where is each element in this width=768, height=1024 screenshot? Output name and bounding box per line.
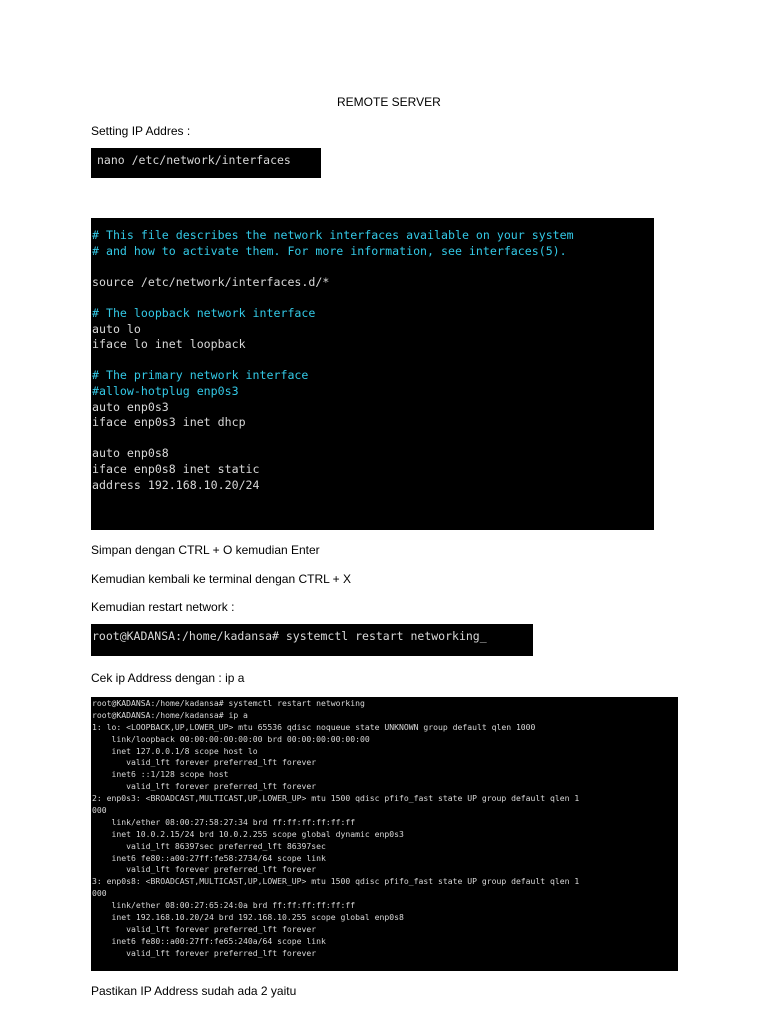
terminal-nano-command: [91, 148, 321, 178]
terminal-interfaces-file: [91, 218, 654, 530]
config-line: iface enp0s8 inet static: [92, 461, 260, 476]
terminal-ip-output: [91, 697, 678, 971]
config-line: source /etc/network/interfaces.d/*: [92, 274, 330, 289]
terminal-output-line: valid_lft forever preferred_lft forever: [92, 947, 317, 958]
config-line: [92, 353, 574, 369]
step-confirm: Pastikan IP Address sudah ada 2 yaitu: [91, 984, 297, 998]
restart-command-text: root@KADANSA:/home/kadansa# systemctl restart networking_: [92, 629, 487, 643]
terminal-output-line: 3: enp0s8: <BROADCAST,MULTICAST,UP,LOWER_UP> mtu 1500 qdisc pfifo_fast state UP group default qlen 1: [92, 876, 580, 887]
config-line: iface enp0s3 inet dhcp: [92, 415, 246, 430]
config-comment-line: # The primary network interface: [92, 368, 309, 383]
config-comment-line: #allow-hotplug enp0s3: [92, 383, 239, 398]
terminal-output-line: 000: [92, 888, 107, 899]
step-setting-ip: Setting IP Addres :: [91, 124, 191, 138]
config-line: address 192.168.10.20/24: [92, 477, 260, 492]
terminal-output-line: link/ether 08:00:27:65:24:0a brd ff:ff:ff:ff:ff:ff: [92, 900, 356, 911]
terminal-output-line: 000: [92, 805, 107, 816]
terminal-output-line: inet6 fe80::a00:27ff:fe65:240a/64 scope link: [92, 935, 326, 946]
config-line: iface lo inet loopback: [92, 337, 246, 352]
terminal-output-line: inet6 ::1/128 scope host: [92, 769, 229, 780]
config-line: auto enp0s3: [92, 399, 169, 414]
terminal-output-line: valid_lft forever preferred_lft forever: [92, 757, 317, 768]
config-comment-line: # This file describes the network interfaces available on your system: [92, 228, 574, 242]
terminal-output-line: inet 127.0.0.1/8 scope host lo: [92, 745, 258, 756]
terminal-output-line: 1: lo: <LOOPBACK,UP,LOWER_UP> mtu 65536 qdisc noqueue state UNKNOWN group default qlen 1000: [92, 721, 536, 732]
terminal-output-line: valid_lft forever preferred_lft forever: [92, 781, 317, 792]
terminal-output-line: inet6 fe80::a00:27ff:fe58:2734/64 scope link: [92, 852, 326, 863]
terminal-output-line: root@KADANSA:/home/kadansa# ip a: [92, 709, 248, 720]
terminal-output-line: inet 10.0.2.15/24 brd 10.0.2.255 scope global dynamic enp0s3: [92, 828, 404, 839]
interfaces-file-body: [92, 228, 574, 493]
terminal-output-line: link/loopback 00:00:00:00:00:00 brd 00:00:00:00:00:00: [92, 733, 370, 744]
ip-output-body: [92, 698, 579, 960]
step-check-ip: Cek ip Address dengan : ip a: [91, 671, 245, 685]
config-line: [92, 259, 574, 275]
terminal-output-line: valid_lft forever preferred_lft forever: [92, 864, 317, 875]
step-save: Simpan dengan CTRL + O kemudian Enter: [91, 543, 320, 557]
step-exit: Kemudian kembali ke terminal dengan CTRL + X: [91, 572, 352, 586]
terminal-restart-command: [91, 624, 533, 656]
config-line: [92, 290, 574, 306]
terminal-output-line: root@KADANSA:/home/kadansa# systemctl restart networking: [92, 698, 365, 708]
nano-command-text: nano /etc/network/interfaces: [97, 153, 291, 167]
terminal-output-line: inet 192.168.10.20/24 brd 192.168.10.255 scope global enp0s8: [92, 912, 404, 923]
page-title: REMOTE SERVER: [337, 95, 441, 109]
terminal-output-line: 2: enp0s3: <BROADCAST,MULTICAST,UP,LOWER_UP> mtu 1500 qdisc pfifo_fast state UP group default qlen 1: [92, 793, 580, 804]
config-comment-line: # The loopback network interface: [92, 305, 316, 320]
config-line: auto lo: [92, 321, 141, 336]
terminal-output-line: valid_lft 86397sec preferred_lft 86397sec: [92, 840, 326, 851]
config-line: [92, 431, 574, 447]
step-restart: Kemudian restart network :: [91, 600, 235, 614]
config-comment-line: # and how to activate them. For more information, see interfaces(5).: [92, 243, 567, 258]
config-line: auto enp0s8: [92, 446, 169, 461]
terminal-output-line: valid_lft forever preferred_lft forever: [92, 923, 317, 934]
terminal-output-line: link/ether 08:00:27:58:27:34 brd ff:ff:ff:ff:ff:ff: [92, 816, 356, 827]
